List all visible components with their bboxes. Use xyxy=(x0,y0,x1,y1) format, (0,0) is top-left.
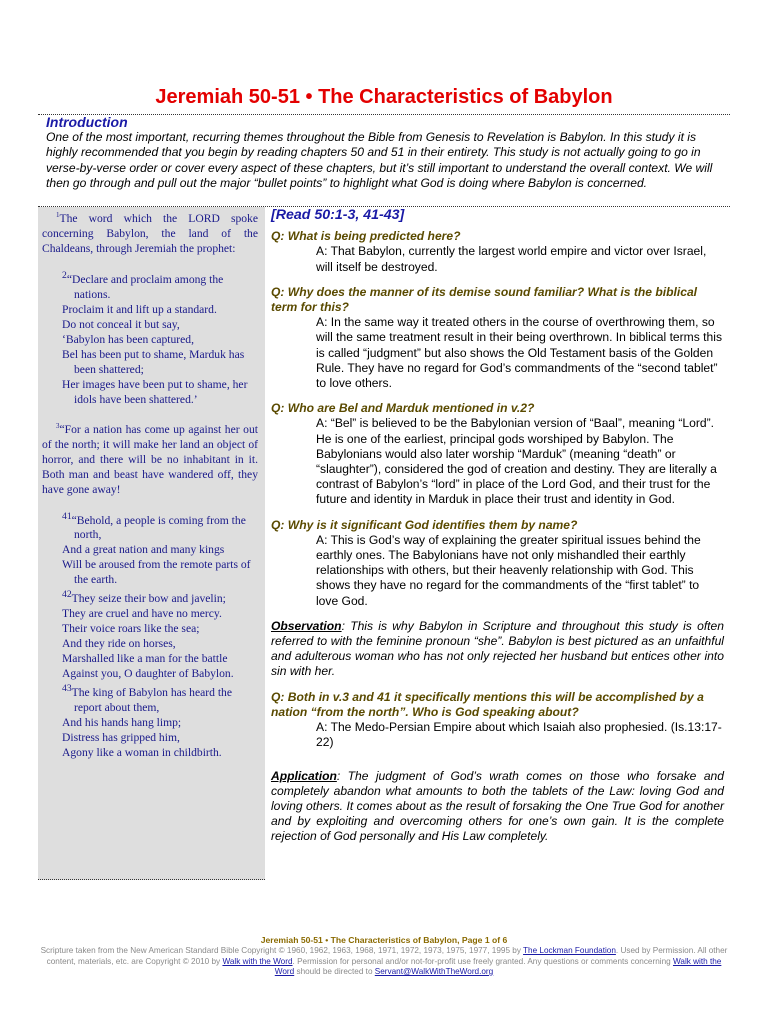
verse-line: ‘Babylon has been captured, xyxy=(62,332,194,346)
verse-number: 41 xyxy=(62,510,72,522)
verse-line: $^{41}$“Behold, a people is coming from the north, xyxy=(62,510,246,542)
verse-line: Do not conceal it but say, xyxy=(62,317,180,331)
introduction-section xyxy=(46,114,730,191)
reading-assignment: [Read 50:1-3, 41-43] xyxy=(271,207,405,223)
page-title: Jeremiah 50-51 • The Characteristics of Babylon xyxy=(155,86,613,108)
observation-text: : This is why Babylon in Scripture and throughout this study is often referred to with the feminine pronoun “she”. Babylon is best pictured as an unfaithful and adulterous woman who has not only rejected her husband but entices other into sin with her. xyxy=(271,618,724,679)
observation-label: Observation xyxy=(271,618,342,633)
application-text: : The judgment of God’s wrath comes on those who forsake and completely abandon what amounts to both the tablets of the Law: loving God and loving others. It comes about as the result of forsaking the One True God for another and by exploiting and overcoming others for one’s own gain. It is the complete rejection of God personally and His Law completely. xyxy=(271,768,724,844)
verse-line: And his hands hang limp; xyxy=(62,716,182,730)
verse-line: $^{43}$The king of Babylon has heard the report about them, xyxy=(62,683,232,715)
walk-with-the-word-link[interactable]: Walk with the Word xyxy=(222,956,293,966)
answer: A: “Bel” is believed to be the Babylonian version of “Baal”, meaning “Lord”. He is one of the earliest, principal gods worshiped by Babylon. The Babylonians would also later worship “Marduk” (meaning “death” or “slaughter”), considered the god of creation and destiny. They are literally a contrast of Babylon’s “lord” in place of the Lord God, and their trust for the future and identity in Marduk in place their trust and identity in God. xyxy=(316,416,717,507)
scripture-text xyxy=(42,208,258,760)
verse-line: Bel has been put to shame, Marduk has been shattered; xyxy=(62,347,245,376)
verse-line: $^{42}$They seize their bow and javelin; xyxy=(62,589,226,606)
verse-41 xyxy=(42,509,258,588)
verse-43 xyxy=(42,681,258,760)
answer: A: That Babylon, currently the largest world empire and victor over Israel, will itself be destroyed. xyxy=(316,244,707,274)
introduction-heading: Introduction xyxy=(46,114,128,130)
verse-number: 42 xyxy=(62,589,72,601)
verse-number: 3 xyxy=(56,421,60,430)
footer-title: Jeremiah 50-51 • The Characteristics of Babylon, Page 1 of 6 xyxy=(260,935,508,945)
verse-text: The word which the LORD spoke concerning Babylon, the land of the Chaldeans, through Jeremiah the prophet: xyxy=(42,211,258,255)
verse-line: $^2$“Declare and proclaim among the nations. xyxy=(62,269,224,301)
verse-3 xyxy=(42,419,258,497)
page-footer xyxy=(40,935,728,978)
verse-line: Against you, O daughter of Babylon. xyxy=(62,667,234,681)
study-column xyxy=(271,208,724,855)
verse-line: Their voice roars like the sea; xyxy=(62,622,200,636)
answer: A: In the same way it treated others in the course of overthrowing them, so will the same treatment result in their being overthrown. In biblical terms this is called “judgment” but also shows the Old Testament basis of the Golden Rule. They have no regard for God’s commandments of the “second tablet” to love others. xyxy=(316,315,722,391)
verse-line: Proclaim it and lift up a standard. xyxy=(62,302,217,316)
verse-line: Will be aroused from the remote parts of the earth. xyxy=(62,558,251,587)
verse-line: And a great nation and many kings xyxy=(62,543,225,557)
application-label: Application xyxy=(271,768,337,783)
lockman-link[interactable]: The Lockman Foundation xyxy=(523,946,616,955)
observation xyxy=(271,619,724,680)
email-link[interactable]: Servant@WalkWithTheWord.org xyxy=(374,967,494,976)
verse-text: “For a nation has come up against her out of the north; it will make her land an object of horror, and there will be no inhabitant in it. Both man and beast have wandered off, they have gone away! xyxy=(42,422,258,496)
question: Q: Who are Bel and Marduk mentioned in v.2? xyxy=(271,401,535,416)
footer-copyright: Scripture taken from the New American Standard Bible Copyright © 1960, 1962, 1963, 1968, 1971, 1972, 1973, 1975, 1977, 1995 by The Lockman Foundation. Used by Permission. All other content, materials, etc. are Copyright © 2010 by Walk with the Word. Permission for personal and/or not-for-profit use freely granted. Any questions or comments concerning Walk with the Word should be directed to Servant@WalkWithTheWord.org xyxy=(40,946,728,976)
verse-number: 43 xyxy=(62,683,72,695)
question: Q: Why is it significant God identifies them by name? xyxy=(271,517,578,532)
verse-42 xyxy=(42,587,258,681)
verse-line: They are cruel and have no mercy. xyxy=(62,607,222,621)
verse-line: And they ride on horses, xyxy=(62,637,176,651)
verse-line: Agony like a woman in childbirth. xyxy=(62,746,222,760)
verse-line: Distress has gripped him, xyxy=(62,731,180,745)
verse-line: Marshalled like a man for the battle xyxy=(62,652,228,666)
introduction-text: One of the most important, recurring themes throughout the Bible from Genesis to Revelation is Babylon. In this study it is highly recommended that you begin by reading chapters 50 and 51 in their entirety. This study is not actually going to go in verse-by-verse order or cover every aspect of these chapters, but it’s still important to understand the overall context. We will then go through and pull out the major “bullet points” to highlight what God is doing where Babylon is concerned. xyxy=(46,130,713,190)
answer: A: This is God’s way of explaining the greater spiritual issues behind the earthly ones. The Babylonians have not only mishandled their earthly relationships with others, but their heavenly relationship with God. This shows they have no regard for the commandments of the “first tablet” to love God. xyxy=(316,532,701,608)
question: Q: Why does the manner of its demise sound familiar? What is the biblical term for this? xyxy=(271,284,698,315)
question: Q: What is being predicted here? xyxy=(271,229,461,244)
verse-number: 1 xyxy=(56,211,60,219)
verse-number: 2 xyxy=(62,269,67,281)
walk-with-the-word-link[interactable]: Walk with the Word xyxy=(274,956,722,976)
answer: A: The Medo-Persian Empire about which Isaiah also prophesied. (Is.13:17-22) xyxy=(316,720,722,750)
verse-2 xyxy=(42,268,258,407)
verse-1 xyxy=(42,208,258,256)
verse-line: Her images have been put to shame, her idols have been shattered.’ xyxy=(62,377,248,406)
question: Q: Both in v.3 and 41 it specifically mentions this will be accomplished by a nation “from the north”. Who is God speaking about? xyxy=(271,689,704,719)
application xyxy=(271,769,724,845)
